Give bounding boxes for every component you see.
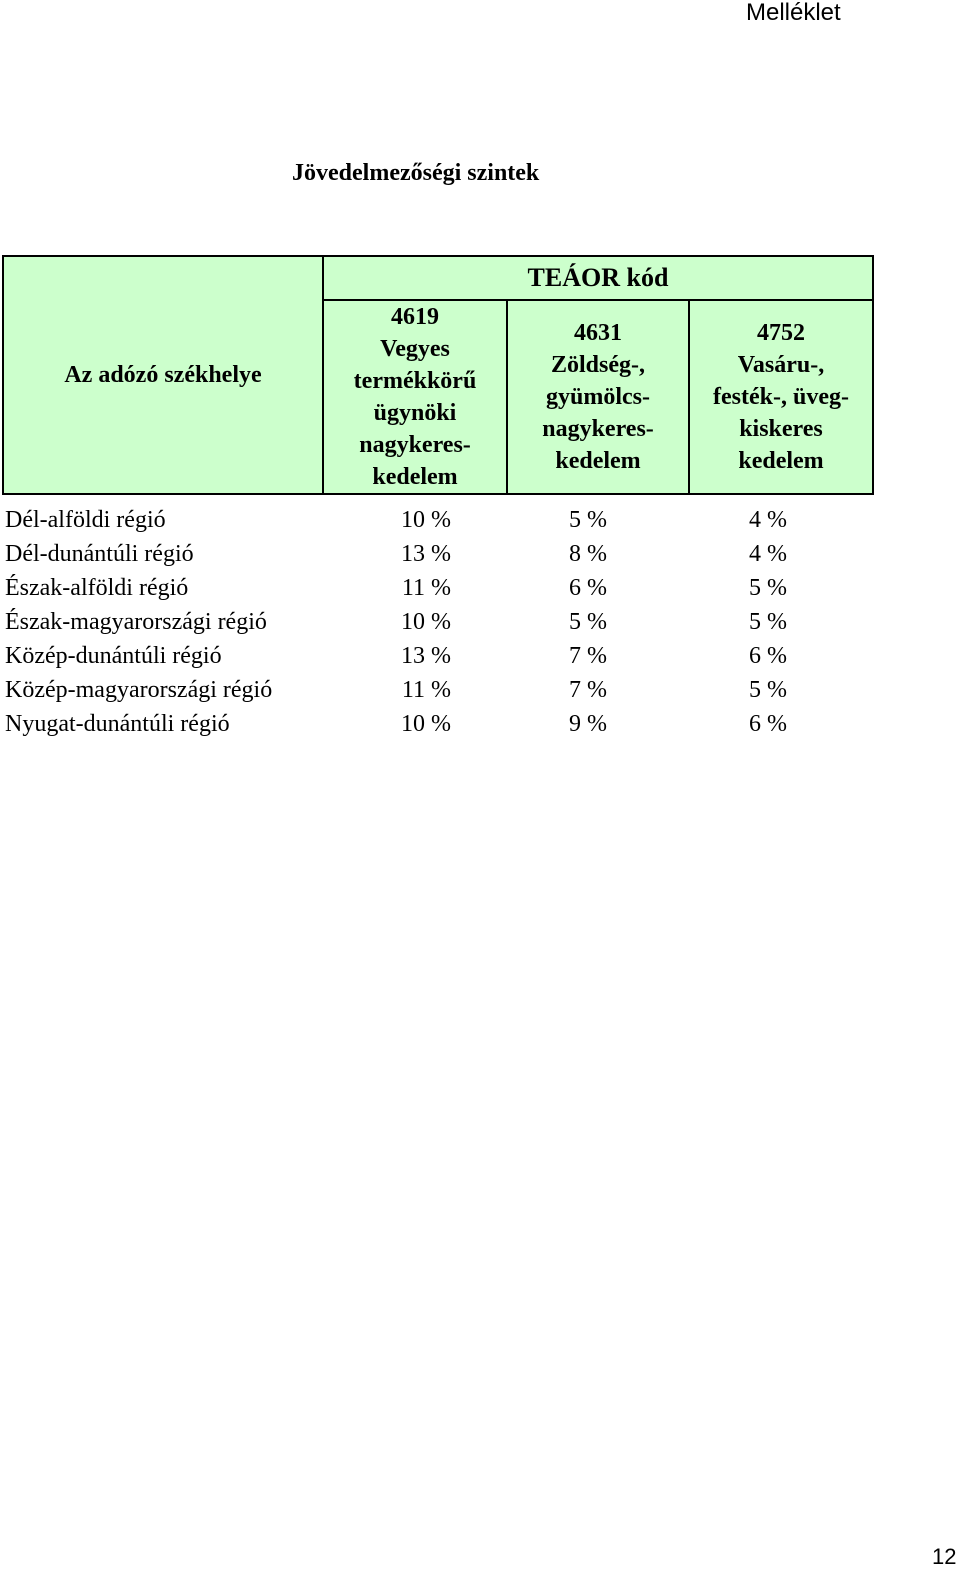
- column-header-4631: [507, 300, 689, 494]
- column-header-line: kedelem: [555, 448, 641, 474]
- value-4631: 5 %: [569, 507, 607, 533]
- value-4619: 13 %: [401, 541, 451, 567]
- table-row: [0, 707, 807, 741]
- region-name: Közép-magyarországi régió: [5, 677, 273, 703]
- value-4619: 11 %: [401, 677, 451, 703]
- value-4752: 5 %: [749, 575, 787, 601]
- column-header-line: Vasáru-,: [737, 352, 825, 378]
- value-4752: 4 %: [749, 507, 787, 533]
- region-name: Közép-dunántúli régió: [5, 643, 222, 669]
- table-row: [0, 503, 807, 537]
- table-row: [0, 537, 807, 571]
- profitability-table: [0, 503, 807, 741]
- value-4752: 5 %: [749, 609, 787, 635]
- table-row: [0, 571, 807, 605]
- seat-header: Az adózó székhelye: [3, 256, 323, 494]
- value-4752: 4 %: [749, 541, 787, 567]
- value-4619: 10 %: [401, 609, 451, 635]
- column-header-4619: [323, 300, 507, 494]
- column-header-line: Zöldség-,: [550, 352, 645, 378]
- value-4631: 5 %: [569, 609, 607, 635]
- value-4631: 7 %: [569, 643, 607, 669]
- page-label: Melléklet: [746, 0, 841, 26]
- teaor-header: TEÁOR kód: [323, 256, 873, 300]
- value-4631: 9 %: [569, 711, 607, 737]
- value-4631: 8 %: [569, 541, 607, 567]
- column-header-4752: [689, 300, 873, 494]
- column-header-line: Vegyes: [380, 336, 450, 362]
- column-header-line: festék-, üveg-: [713, 384, 849, 410]
- value-4619: 10 %: [401, 711, 451, 737]
- table-header: [2, 255, 874, 495]
- region-name: Észak-magyarországi régió: [5, 609, 267, 635]
- value-4752: 5 %: [749, 677, 787, 703]
- document-title: Jövedelmezőségi szintek: [292, 160, 540, 186]
- value-4752: 6 %: [749, 643, 787, 669]
- column-header-line: termékkörű: [353, 368, 477, 394]
- page-number: 12: [932, 1544, 957, 1569]
- column-header-line: kedelem: [372, 464, 458, 490]
- column-header-line: kedelem: [738, 448, 824, 474]
- column-header-line: 4752: [757, 320, 805, 346]
- column-header-line: gyümölcs-: [546, 384, 650, 410]
- column-header-line: ügynöki: [373, 400, 457, 426]
- column-header-line: nagykeres-: [359, 432, 471, 458]
- region-name: Észak-alföldi régió: [5, 575, 189, 601]
- region-name: Dél-alföldi régió: [5, 507, 166, 533]
- table-row: [0, 639, 807, 673]
- value-4752: 6 %: [749, 711, 787, 737]
- value-4631: 6 %: [569, 575, 607, 601]
- value-4631: 7 %: [569, 677, 607, 703]
- column-header-line: kiskeres: [739, 416, 823, 442]
- column-header-line: nagykeres-: [542, 416, 654, 442]
- value-4619: 11 %: [401, 575, 451, 601]
- column-header-line: 4619: [391, 304, 439, 330]
- table-row: [0, 605, 807, 639]
- region-name: Nyugat-dunántúli régió: [5, 711, 230, 737]
- value-4619: 10 %: [401, 507, 451, 533]
- value-4619: 13 %: [401, 643, 451, 669]
- region-name: Dél-dunántúli régió: [5, 541, 194, 567]
- column-header-line: 4631: [574, 320, 622, 346]
- table-row: [0, 673, 807, 707]
